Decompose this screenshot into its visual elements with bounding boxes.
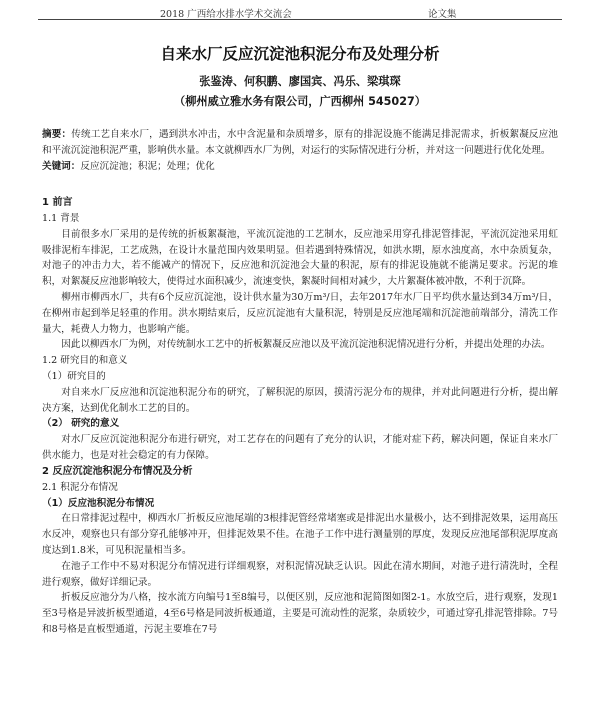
running-header (0, 0, 600, 20)
subsection-heading: 1.1 背景 (42, 213, 80, 224)
subsection-heading: 1.2 研究目的和意义 (42, 355, 128, 367)
section-heading: 1 前言 (42, 197, 73, 208)
paragraph: 因此以柳西水厂为例，对传统制水工艺中的折板絮凝反应池以及平流沉淀池积泥情况进行分析，并提出处理的办法。 (61, 339, 551, 351)
header-rule (38, 19, 562, 20)
section-label: 论文集 (428, 9, 457, 20)
paragraph: 目前很多水厂采用的是传统的折板絮凝池，平流沉淀池的工艺制水，反应池采用穿孔排泥管排泥，平流沉淀池采用虹吸排泥桁车排泥，工艺成熟，在设计水量范围内效果明显。但若遇到特殊情况，如洪水期，原水浊度高，水中杂质复杂，对池子的冲击力大，若不能减产的情况下，反应池和沉淀池会大量的积泥，原有的排泥设施就不能满足要求。污泥的堆积，对絮凝反应池影响较大，使得过水面积减少，流速变快，絮凝时间相对减少，大片絮凝体被冲散，不利于沉降。 (42, 228, 558, 288)
subsection-heading: 2.1 积泥分布情况 (42, 481, 118, 493)
paragraph: 柳州市柳西水厂，共有6个反应沉淀池，设计供水量为30万m³/日，去年2017年水厂日平均供水量达到34万m³/日，在柳州市起到举足轻重的作用。洪水期结束后，反应沉淀池有大量积泥，特别是反应池尾端和沉淀池前端部分，清洗工作量大，耗费人力物力，也影响产能。 (42, 291, 558, 335)
abstract-text: 传统工艺自来水厂，遇到洪水冲击，水中含泥量和杂质增多，原有的排泥设施不能满足排泥需求，折板絮凝反应池和平流沉淀池积泥严重，影响供水量。本文就柳西水厂为例，对运行的实际情况进行分析，并对这一问题进行优化处理。 (42, 129, 559, 156)
abstract (42, 127, 558, 159)
paragraph: 对自来水厂反应池和沉淀池积泥分布的研究，了解积泥的原因，摸清污泥分布的规律，并对此问题进行分析，提出解决方案，达到优化制水工艺的目的。 (42, 386, 558, 414)
paragraph: 在池子工作中不易对积泥分布情况进行详细观察，对积泥情况缺乏认识。因此在清水期间，对池子进行清洗时，全程进行观察，做好详细记录。 (42, 560, 558, 588)
section-heading: 2 反应沉淀池积泥分布情况及分析 (42, 465, 193, 477)
item-heading: （2） 研究的意义 (42, 418, 120, 430)
item-heading: （1）研究目的 (42, 370, 106, 382)
paper-body (42, 30, 558, 638)
paragraph: 在日常排泥过程中，柳西水厂折板反应池尾端的3根排泥管经常堵塞或是排泥出水量极小，达不到排泥效果，运用高压水反冲，观察也只有部分穿孔能够冲开，但排泥效果不佳。在池子工作中进行测量别的厚度，发现反应池尾部积泥厚度高度达到1.8米，可见积泥量相当多。 (42, 513, 558, 556)
conference-name: 2018 广西给水排水学术交流会 (160, 9, 292, 20)
keywords (42, 159, 558, 175)
paragraph: 对水厂反应沉淀池积泥分布进行研究，对工艺存在的问题有了充分的认识，才能对症下药，解决问题，保证自来水厂供水能力，也是对社会稳定的有力保障。 (42, 434, 558, 461)
keywords-text: 反应沉淀池；积泥；处理；优化 (80, 161, 215, 172)
abstract-label: 摘要： (42, 129, 72, 140)
item-heading: （1）反应池积泥分布情况 (42, 497, 155, 509)
keywords-label: 关键词： (42, 161, 81, 172)
paragraph: 折板反应池分为八格，按水流方向编号1至8编号，以便区别，反应池和泥简图如图2-1。水放空后，进行观察，发现1至3号格是异波折板型通道，4至6号格是同波折板通道，主要是可流动性的泥浆，杂质较少，可通过穿孔排泥管排除。7号和8号格是直板型通道，污泥主要堆在7号 (42, 592, 558, 635)
paper-title: 自来水厂反应沉淀池积泥分布及处理分析 (160, 45, 440, 63)
affiliation: （柳州威立雅水务有限公司，广西柳州 545027） (174, 95, 426, 108)
author-list: 张鉴涛、何积鹏、廖国宾、冯乐、梁琪琛 (199, 75, 401, 88)
